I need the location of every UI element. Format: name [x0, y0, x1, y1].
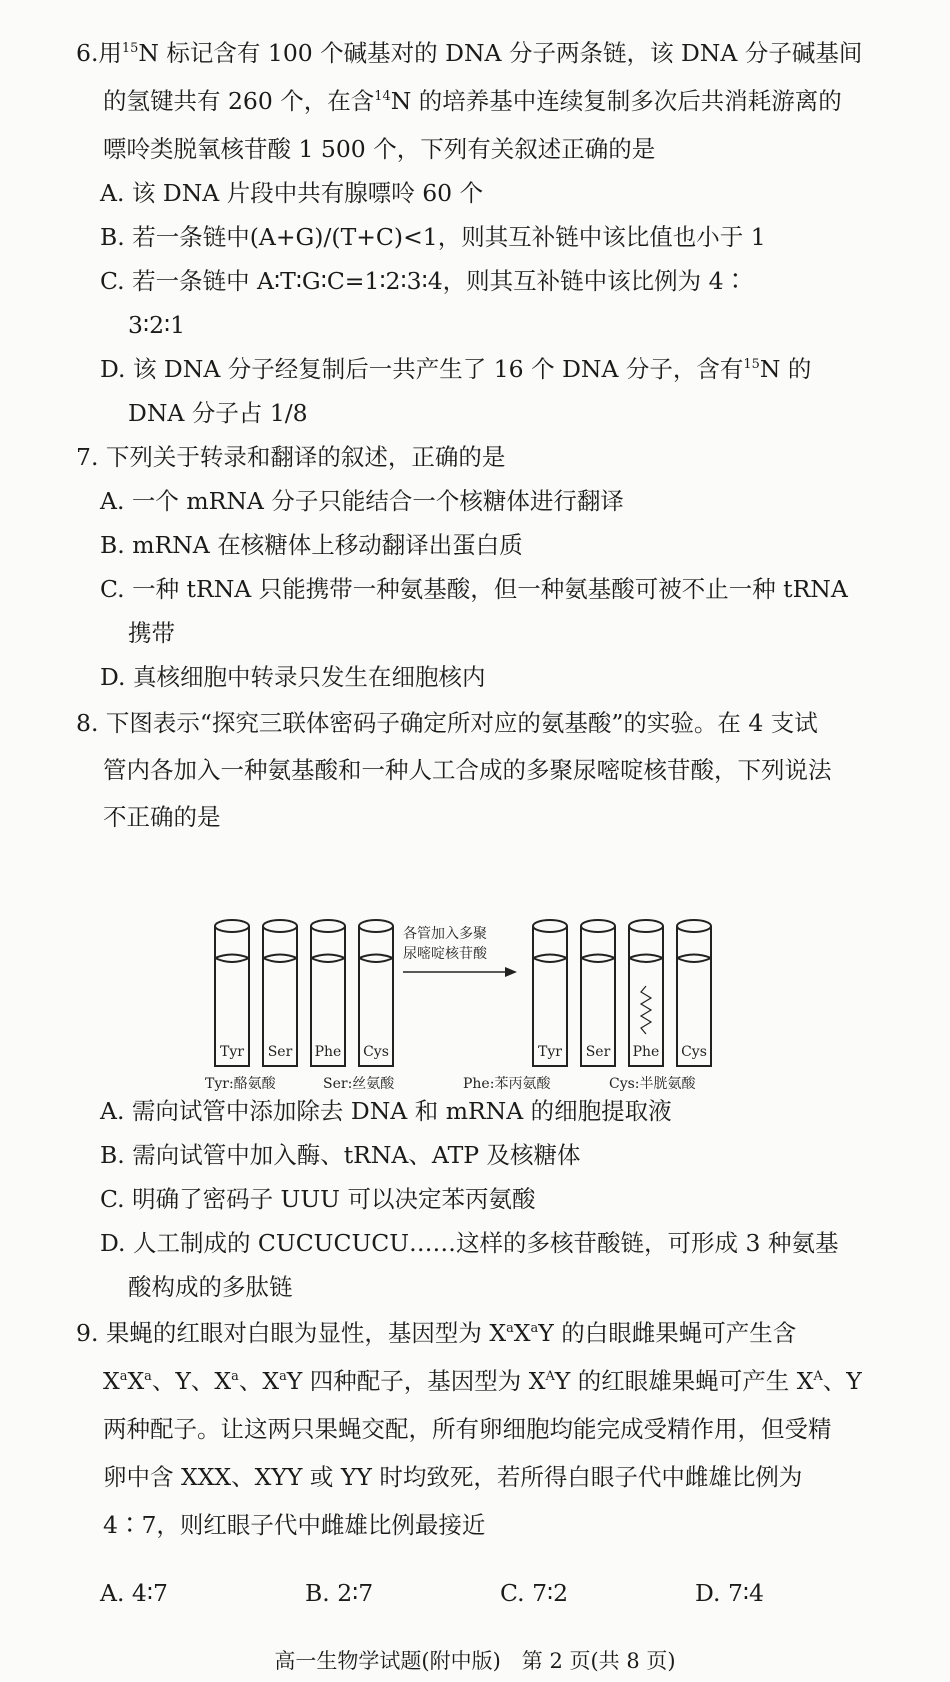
test-tube [263, 920, 297, 1066]
q6-option-c-line-2: 3∶2∶1 [128, 311, 186, 339]
q9-stem-line-4: 卵中含 XXX、XYY 或 YY 时均致死，若所得白眼子代中雌雄比例为 [103, 1463, 803, 1491]
test-tube [677, 920, 711, 1066]
q6-option-d-line-1: D. 该 DNA 分子经复制后一共产生了 16 个 DNA 分子，含有$^{15}$N 的 [100, 355, 812, 383]
q6-stem-line-1: 6.用$^{15}$N 标记含有 100 个碱基对的 DNA 分子两条链，该 DNA 分子碱基间 [76, 39, 863, 67]
test-tube-diagram [205, 896, 795, 1092]
tube-label: Ser [585, 1044, 611, 1060]
q8-option-c: C. 明确了密码子 UUU 可以决定苯丙氨酸 [100, 1185, 536, 1213]
q7-option-d: D. 真核细胞中转录只发生在细胞核内 [100, 663, 486, 691]
q8-option-a: A. 需向试管中添加除去 DNA 和 mRNA 的细胞提取液 [100, 1097, 672, 1125]
q6-option-c-line-1: C. 若一条链中 A∶T∶G∶C=1∶2∶3∶4，则其互补链中该比例为 4∶ [100, 267, 748, 295]
q8-option-b: B. 需向试管中加入酶、tRNA、ATP 及核糖体 [100, 1141, 581, 1169]
q6-option-b: B. 若一条链中(A+G)/(T+C)<1，则其互补链中该比值也小于 1 [100, 223, 766, 251]
q7-option-a: A. 一个 mRNA 分子只能结合一个核糖体进行翻译 [100, 487, 624, 515]
q7-option-c-line-1: C. 一种 tRNA 只能携带一种氨基酸，但一种氨基酸可被不止一种 tRNA [100, 575, 848, 603]
left-tube-group [215, 920, 393, 1066]
q6-stem-line-2: 的氢键共有 260 个，在含$^{14}$N 的培养基中连续复制多次后共消耗游离的 [103, 87, 842, 115]
tube-label: Phe [632, 1044, 660, 1060]
test-tube [311, 920, 345, 1066]
arrow-head [505, 967, 517, 977]
q9-option-d: D. 7∶4 [695, 1579, 764, 1607]
q6-option-d-line-2: DNA 分子占 1/8 [128, 399, 308, 427]
q9-stem-line-1: 9. 果蝇的红眼对白眼为显性，基因型为 $X^aX^aY$ 的白眼雌果蝇可产生含 [76, 1319, 797, 1347]
q9-stem-line-2: $X^aX^a$、Y、$X^a$、$X^aY$ 四种配子，基因型为 $X^AY$ 的红眼雄果蝇可产生 $X^A$、Y [103, 1367, 862, 1395]
q9-option-b: B. 2∶7 [305, 1579, 374, 1607]
q9-stem-line-5: 4∶7，则红眼子代中雌雄比例最接近 [103, 1511, 486, 1539]
tube-label: Cys [363, 1044, 389, 1060]
arrow-label-line-1: 各管加入多聚 [403, 926, 487, 942]
legend-tyr: Tyr:酪氨酸 [205, 1076, 276, 1092]
legend-cys: Cys:半胱氨酸 [609, 1076, 696, 1092]
q8-stem-line-3: 不正确的是 [103, 803, 221, 831]
q7-option-c-line-2: 携带 [128, 619, 175, 647]
q9-option-a: A. 4∶7 [100, 1579, 168, 1607]
test-tube [359, 920, 393, 1066]
q9-options [100, 1578, 880, 1608]
legend-phe: Phe:苯丙氨酸 [463, 1076, 551, 1092]
q8-option-d-line-1: D. 人工制成的 CUCUCUCU……这样的多核苷酸链，可形成 3 种氨基 [100, 1229, 839, 1257]
q7-stem: 7. 下列关于转录和翻译的叙述，正确的是 [76, 443, 506, 471]
q7-option-b: B. mRNA 在核糖体上移动翻译出蛋白质 [100, 531, 523, 559]
q8-option-d-line-2: 酸构成的多肽链 [128, 1273, 293, 1301]
tube-label: Cys [681, 1044, 707, 1060]
q9-stem-line-3: 两种配子。让这两只果蝇交配，所有卵细胞均能完成受精作用，但受精 [103, 1415, 832, 1443]
polypeptide-chain [641, 986, 651, 1034]
test-tube [581, 920, 615, 1066]
tube-label: Phe [314, 1044, 342, 1060]
tube-label: Tyr [220, 1044, 244, 1060]
legend-ser: Ser:丝氨酸 [323, 1076, 395, 1092]
tube-label: Ser [267, 1044, 293, 1060]
q6-option-a: A. 该 DNA 片段中共有腺嘌呤 60 个 [100, 179, 484, 207]
page-footer: 高一生物学试题(附中版) 第 2 页(共 8 页) [274, 1649, 676, 1673]
test-tube [215, 920, 249, 1066]
q6-number: 6. [76, 39, 99, 67]
arrow-label-line-2: 尿嘧啶核苷酸 [403, 946, 487, 962]
q6-stem-line-3: 嘌呤类脱氧核苷酸 1 500 个，下列有关叙述正确的是 [103, 135, 656, 163]
experiment-figure [205, 896, 795, 1092]
test-tube-with-polypeptide [629, 920, 663, 1066]
q8-stem-line-2: 管内各加入一种氨基酸和一种人工合成的多聚尿嘧啶核苷酸，下列说法 [103, 756, 832, 784]
tube-label: Tyr [538, 1044, 562, 1060]
test-tube [533, 920, 567, 1066]
right-tube-group [533, 920, 711, 1066]
q8-stem-line-1: 8. 下图表示“探究三联体密码子确定所对应的氨基酸”的实验。在 4 支试 [76, 709, 818, 737]
q9-option-c: C. 7∶2 [500, 1579, 569, 1607]
